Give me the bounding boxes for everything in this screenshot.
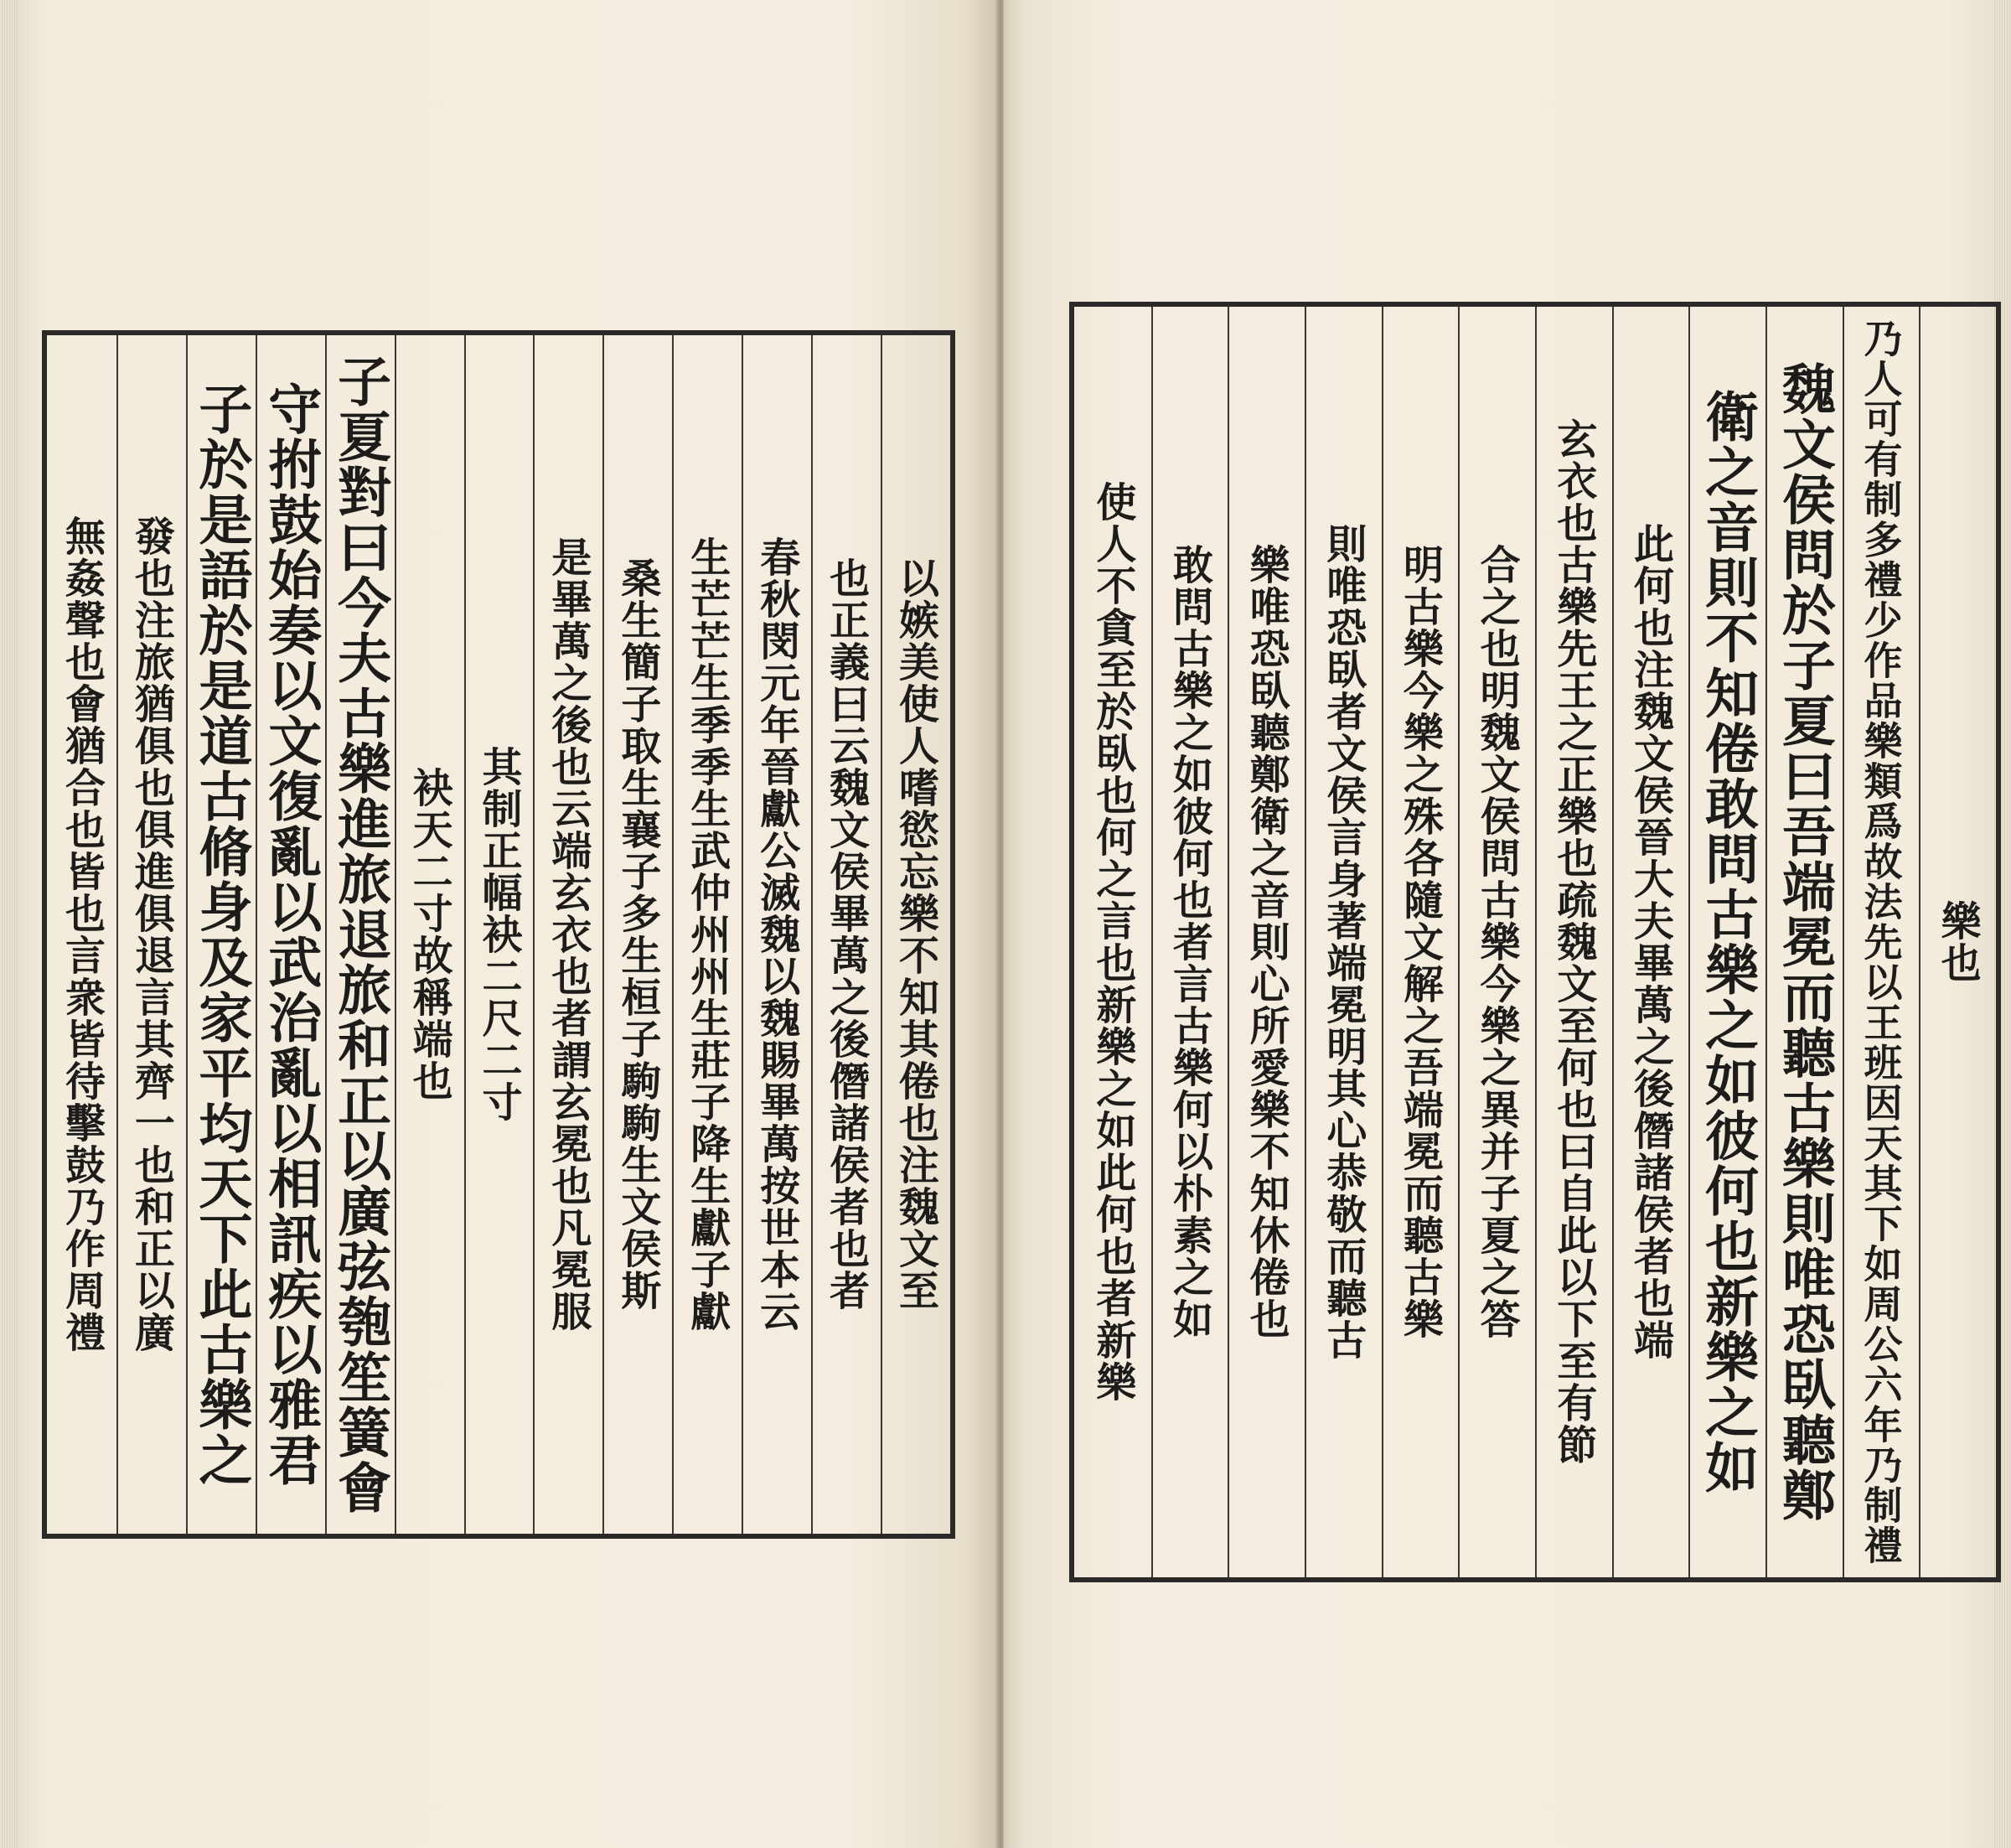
text-column: 桑生簡子取生襄子多生桓子駒駒生文侯斯 (613, 557, 661, 1312)
text-column: 春秋閔元年晉獻公滅魏以魏賜畢萬按世本云 (752, 536, 800, 1333)
column-rule (1382, 307, 1383, 1577)
text-column: 子夏對曰今夫古樂進旅退旅和正以廣弦匏笙簧會 (328, 354, 392, 1515)
text-column: 其制正幅袂二尺二寸 (475, 746, 522, 1123)
text-column: 樂唯恐臥聽鄭衛之音則心所愛樂不知休倦也 (1243, 544, 1290, 1340)
text-column: 發也注旅猶俱也俱進俱退言其齊一也和正以廣 (127, 515, 175, 1354)
column-rule (186, 335, 188, 1534)
column-rule (811, 335, 813, 1534)
text-column: 是畢萬之後也云端玄衣也者謂玄冕也凡冕服 (544, 536, 592, 1333)
text-column: 生芒芒生季季生武仲州州生莊子降生獻子獻 (683, 536, 731, 1333)
text-column: 無姦聲也會猶合也皆也言衆皆待擊鼓乃作周禮 (58, 515, 106, 1354)
text-column: 袂天二寸故稱端也 (406, 767, 453, 1102)
text-column: 使人不貪至於臥也何之言也新樂之如此何也者新樂 (1088, 481, 1136, 1403)
column-rule (1612, 307, 1614, 1577)
column-rule (116, 335, 118, 1534)
column-rule (742, 335, 743, 1534)
text-column: 以嫉美使人嗜慾忘樂不知其倦也注魏文至 (892, 557, 939, 1312)
column-rule (325, 335, 327, 1534)
column-rule (395, 335, 396, 1534)
text-column: 也正義曰云魏文侯畢萬之後僭諸侯者也者 (822, 557, 870, 1312)
column-rule (256, 335, 257, 1534)
text-column: 玄衣也古樂先王之正樂也疏魏文至何也曰自此以下至有節 (1549, 418, 1597, 1466)
column-rule (1688, 307, 1690, 1577)
text-column: 守拊鼓始奏以文復亂以武治亂以相訊疾以雅君 (259, 381, 323, 1488)
column-rule (1765, 307, 1767, 1577)
text-column: 魏文侯問於子夏曰吾端冕而聽古樂則唯恐臥聽鄭 (1772, 361, 1836, 1523)
column-rule (1843, 307, 1844, 1577)
text-column: 樂也 (1934, 900, 1982, 984)
column-rule (1228, 307, 1229, 1577)
column-rule (464, 335, 466, 1534)
column-rule (1919, 307, 1921, 1577)
text-column: 合之也明魏文侯問古樂今樂之異并子夏之答 (1473, 544, 1521, 1340)
column-rule (672, 335, 674, 1534)
column-rule (881, 335, 882, 1534)
text-column: 此何也注魏文侯晉大夫畢萬之後僭諸侯者也端 (1626, 523, 1674, 1361)
column-rule (1535, 307, 1537, 1577)
column-rule (533, 335, 535, 1534)
text-column: 衛之音則不知倦敢問古樂之如彼何也新樂之如 (1696, 389, 1760, 1495)
text-column: 子於是語於是道古脩身及家平均天下此古樂之 (189, 381, 253, 1488)
text-column: 敢問古樂之如彼何也者言古樂何以朴素之如 (1166, 544, 1213, 1340)
column-rule (1151, 307, 1153, 1577)
text-column: 則唯恐臥者文侯言身著端冕明其心恭敬而聽古 (1319, 523, 1367, 1361)
text-column: 乃人可有制多禮少作品樂類爲故法先以王班因天其下如周公六年乃制禮 (1858, 318, 1904, 1566)
column-rule (1458, 307, 1460, 1577)
text-column: 明古樂今樂之殊各隨文解之吾端冕而聽古樂 (1396, 544, 1444, 1340)
column-rule (1305, 307, 1306, 1577)
column-rule (602, 335, 604, 1534)
